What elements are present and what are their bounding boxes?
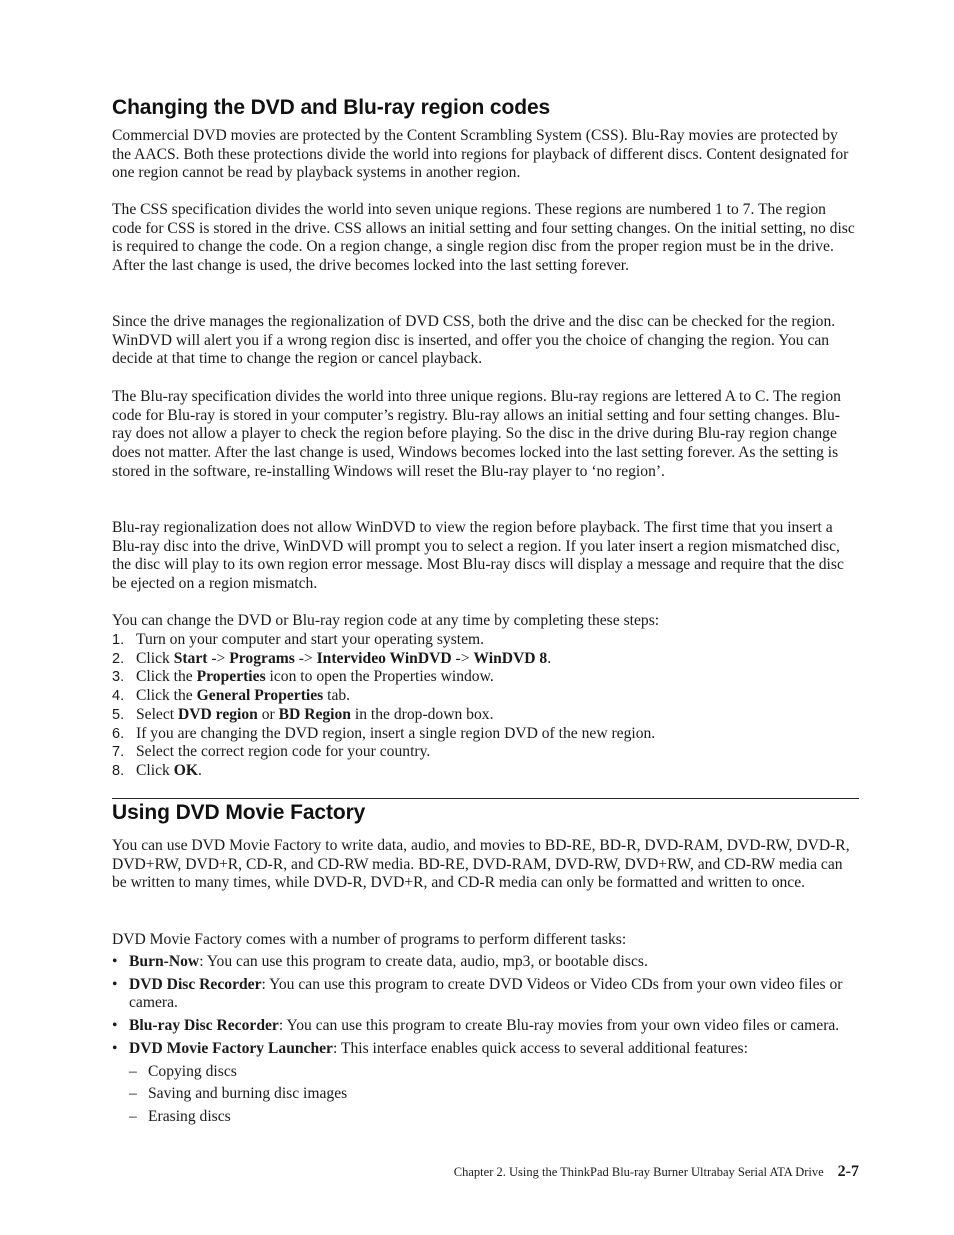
step-text: Select — [136, 705, 178, 723]
arrow-text: -> — [207, 649, 230, 667]
ui-term-bd-region: BD Region — [278, 705, 351, 723]
step-text: Click the — [136, 687, 197, 705]
paragraph-programs-intro: DVD Movie Factory comes with a number of programs to perform different tasks: — [112, 931, 627, 948]
step-text: icon to open the Properties window. — [265, 668, 494, 686]
list-item — [129, 1085, 859, 1104]
program-description: : This interface enables quick access to several additional features: — [332, 1039, 748, 1057]
list-item — [112, 953, 859, 972]
bullet-glyph: • — [112, 1039, 118, 1057]
ui-term-ok: OK — [173, 761, 198, 779]
step-text: or — [257, 705, 279, 723]
list-item — [112, 1040, 859, 1127]
paragraph-media-support: You can use DVD Movie Factory to write data, audio, and movies to BD-RE, BD-R, DVD-RAM, DVD-RW, DVD-R, DVD+RW, DVD+R, CD-R, and CD-RW media. BD-RE, DVD-RAM, DVD-RW, DVD+RW, and CD-RW media can be written to many times, while DVD-R, DVD+R, and CD-R media can only be formatted and written to once. — [112, 837, 850, 892]
list-item — [112, 725, 859, 744]
list-item — [112, 706, 859, 725]
paragraph-steps-intro: You can change the DVD or Blu-ray region code at any time by completing these steps: — [112, 612, 660, 629]
program-name: Burn-Now — [129, 953, 200, 970]
dash-glyph: – — [129, 1107, 137, 1125]
arrow-text: -> — [294, 649, 317, 667]
step-text: tab. — [323, 687, 351, 705]
paragraph-bluray-spec: The Blu-ray specification divides the world into three unique regions. Blu-ray regions are lettered A to C. The region code for Blu-ray is stored in your computer’s registry. Blu-ray allows an initial setting and four setting changes. Blu-ray does not allow a player to check the region before playing. So the disc in the drive during Blu-ray region change does not matter. After the last change is used, Windows becomes locked into the last setting forever. As the setting is stored in the software, re-installing Windows will reset the Blu-ray player to ‘no region’. — [112, 388, 841, 480]
section-heading-region-codes: Changing the DVD and Blu-ray region codes — [112, 96, 551, 119]
ui-term-windvd8: WinDVD 8 — [473, 649, 548, 667]
steps-list — [112, 631, 859, 781]
list-item — [112, 762, 859, 781]
step-number: 3. — [112, 669, 125, 686]
step-number: 6. — [112, 725, 125, 742]
paragraph-regionalization: Since the drive manages the regionalization of DVD CSS, both the drive and the disc can be checked for the region. WinDVD will alert you if a wrong region disc is inserted, and offer you the choice of changing the region. You can decide at that time to change the region or cancel playback. — [112, 313, 836, 368]
ui-term-general-properties: General Properties — [196, 687, 324, 705]
program-name: Blu-ray Disc Recorder — [129, 1017, 279, 1035]
step-number: 4. — [112, 688, 125, 705]
step-number: 5. — [112, 706, 125, 723]
chapter-title: Chapter 2. Using the ThinkPad Blu-ray Burner Ultrabay Serial ATA Drive — [453, 1165, 824, 1179]
ui-term-properties: Properties — [196, 668, 266, 686]
arrow-text: -> — [451, 649, 474, 667]
step-text: Click — [136, 649, 174, 667]
bullet-glyph: • — [112, 975, 118, 993]
list-item — [112, 743, 859, 762]
list-item — [112, 687, 859, 706]
paragraph-css-aacs: Commercial DVD movies are protected by the Content Scrambling System (CSS). Blu-Ray movies are protected by the AACS. Both these protections divide the world into regions for playback of different discs. Content designated for one region cannot be read by playback systems in another region. — [112, 127, 849, 182]
dash-glyph: – — [129, 1062, 137, 1080]
step-text: Click the — [136, 668, 197, 686]
step-number: 1. — [112, 632, 125, 648]
programs-list — [112, 953, 859, 1131]
step-text: Select the correct region code for your country. — [136, 743, 431, 761]
step-text: in the drop-down box. — [350, 705, 494, 723]
ui-term-intervideo: Intervideo WinDVD — [316, 649, 452, 667]
step-number: 2. — [112, 650, 125, 667]
list-item — [112, 668, 859, 687]
step-number: 7. — [112, 744, 125, 761]
feature-text: Erasing discs — [148, 1107, 231, 1125]
list-item — [112, 631, 859, 650]
program-name: DVD Disc Recorder — [129, 975, 262, 993]
section-heading-movie-factory: Using DVD Movie Factory — [112, 801, 366, 824]
feature-text: Saving and burning disc images — [148, 1085, 348, 1103]
step-number: 8. — [112, 762, 125, 779]
program-description: : You can use this program to create Blu-ray movies from your own video files or camera. — [278, 1017, 840, 1035]
step-text: Click — [136, 761, 174, 779]
list-item — [129, 1063, 859, 1082]
step-text: Turn on your computer and start your operating system. — [136, 631, 485, 648]
punctuation: . — [197, 761, 202, 779]
list-item — [129, 1108, 859, 1127]
bullet-glyph: • — [112, 953, 118, 970]
punctuation: . — [547, 649, 552, 667]
section-divider — [112, 798, 859, 799]
page-footer — [454, 1163, 859, 1181]
step-text: If you are changing the DVD region, insert a single region DVD of the new region. — [136, 724, 656, 742]
ui-term-start: Start — [173, 649, 208, 667]
program-description: : You can use this program to create DVD Videos or Video CDs from your own video files or camera. — [129, 975, 843, 1012]
list-item — [112, 1017, 859, 1036]
bullet-glyph: • — [112, 1017, 118, 1035]
program-description: : You can use this program to create data, audio, mp3, or bootable discs. — [199, 953, 648, 970]
page-number: 2-7 — [837, 1163, 859, 1180]
paragraph-css-spec: The CSS specification divides the world into seven unique regions. These regions are numbered 1 to 7. The region code for CSS is stored in the drive. CSS allows an initial setting and four setting changes. On the initial setting, no disc is required to change the code. On a region change, a single region disc from the proper region must be in the drive. After the last change is used, the drive becomes locked into the last setting forever. — [112, 201, 855, 275]
feature-text: Copying discs — [148, 1062, 237, 1080]
list-item — [112, 650, 859, 669]
dash-glyph: – — [129, 1085, 137, 1103]
launcher-features-list — [129, 1063, 859, 1127]
ui-term-dvd-region: DVD region — [178, 705, 258, 723]
program-name: DVD Movie Factory Launcher — [129, 1039, 333, 1057]
ui-term-programs: Programs — [229, 649, 295, 667]
paragraph-bluray-regionalization: Blu-ray regionalization does not allow WinDVD to view the region before playback. The first time that you insert a Blu-ray disc into the drive, WinDVD will prompt you to select a region. If you later insert a region mismatched disc, the disc will play to its own region error message. Most Blu-ray discs will display a message and require that the disc be ejected on a region mismatch. — [112, 519, 844, 593]
list-item — [112, 976, 859, 1013]
